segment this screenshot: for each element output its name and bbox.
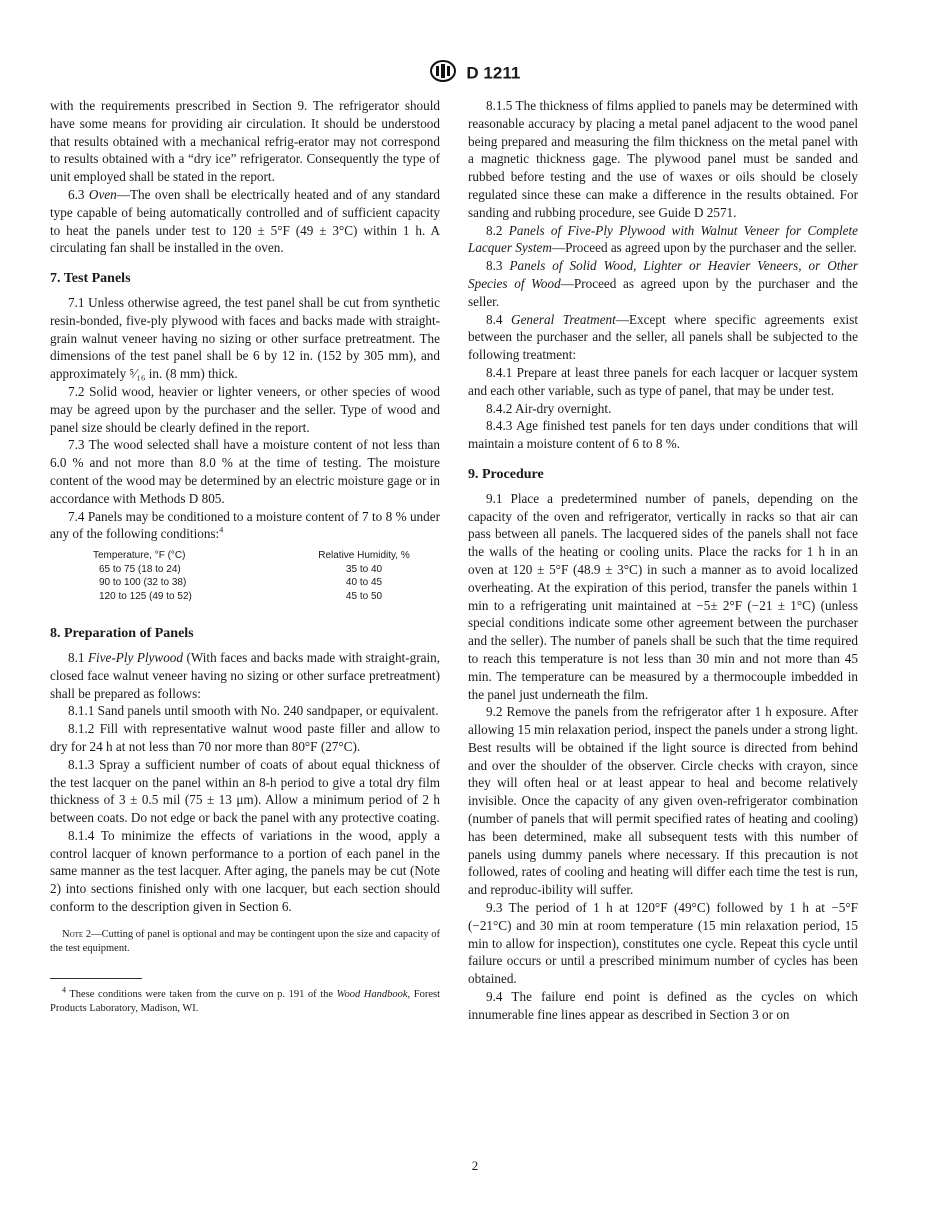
table-cell: 90 to 100 (32 to 38)	[99, 577, 187, 589]
paragraph-7-1: 7.1 Unless otherwise agreed, the test panel shall be cut from synthetic resin-bonded, five-ply plywood with faces and backs made with straight-grain walnut veneer having no sizing or other surface pretreatment. The dimensions of the test panel shall be 6 by 12 in. (152 by 305 mm), and approximately ⁵⁄₁₆ in. (8 mm) thick.	[50, 294, 440, 382]
table-header: Relative Humidity, %	[318, 550, 410, 562]
footnote-ref: 4	[219, 525, 224, 535]
table-cell: 35 to 40	[345, 563, 383, 575]
footnote-4: $^4$ These conditions were taken from the curve on p. 191 of the Wood Handbook, Forest Products Laboratory, Madison, WI.	[50, 985, 441, 1015]
paragraph-9-3: 9.3 The period of 1 h at 120°F (49°C) followed by 1 h at −5°F (−21°C) and 30 min at room temperature (15 min relaxation period, 15 min to allow for inspection), constitutes one cycle. Repeat this cycle until failure occurs or until a prescribed minimum number of cycles has been obtained.	[468, 900, 858, 987]
astm-logo-icon	[430, 60, 456, 87]
table-row	[93, 576, 419, 590]
page-number: 2	[471, 1158, 479, 1173]
section-heading-7: 7. Test Panels	[50, 271, 131, 287]
page-header	[0, 60, 950, 87]
table-header: Temperature, °F (°C)	[93, 550, 186, 562]
table-row	[93, 590, 419, 604]
paragraph-9-1: 9.1 Place a predetermined number of panels, depending on the capacity of the oven and refrigerator, vertically in racks so that air can pass between all panels. The lacquered sides of the panels shall not face the walls of the heating or cooling units. Place the racks for 1 h in an oven at 120 ± 5°F (48.9 ± 3°C) in such a manner as to avoid localized overheating. At the expiration of this period, transfer the panels within 1 min to a refrigerating unit maintained at −5± 2°F (−21 ± 1°C) (unless special conditions indicate some other agreement between the purchaser and the seller). The number of panels shall be such that the time required to reach this temperature is not less than 30 min and not more than 45 min. The temperature can be measured by a thermocouple imbedded in the panel just underneath the film.	[468, 490, 858, 702]
paragraph-8-4-1: 8.4.1 Prepare at least three panels for each lacquer or lacquer system and each other variable, such as type of panel, that may be under test.	[468, 364, 858, 398]
standard-designation: D 1211	[466, 63, 521, 83]
paragraph-8-1-1: 8.1.1 Sand panels until smooth with No. 240 sandpaper, or equivalent.	[68, 703, 439, 719]
paragraph-8-2: 8.2 Panels of Five-Ply Plywood with Walnut Veneer for Complete Lacquer System—Proceed as agreed upon by the purchaser and the seller.	[468, 222, 859, 256]
paragraph-7-2: 7.2 Solid wood, heavier or lighter veneers, or other species of wood may be agreed upon by the purchaser and the seller. Type of wood and panel size should be clearly defined in the report.	[50, 383, 440, 435]
paragraph-8-1-2: 8.1.2 Fill with representative walnut wood paste filler and allow to dry for 24 h at not less than 70 nor more than 80°F (27°C).	[50, 721, 440, 754]
table-cell: 40 to 45	[345, 577, 383, 589]
conditions-table	[93, 549, 419, 603]
left-column	[50, 97, 440, 1017]
table-cell: 65 to 75 (18 to 24)	[99, 563, 181, 575]
paragraph-6-3: 6.3 Oven—The oven shall be electrically heated and of any standard type capable of being automatically controlled and of sufficient capacity to heat the panels under test to 120 ± 5°F (49 ± 3°C) within 1 h. A circulating fan shall be installed in the oven.	[50, 186, 441, 256]
note-2: Note 2—Cutting of panel is optional and may be contingent upon the size and capacity of the test equipment.	[50, 928, 440, 955]
paragraph-8-4: 8.4 General Treatment—Except where specific agreements exist between the purchaser and the seller, all panels shall be subjected to the following treatment:	[468, 311, 858, 363]
paragraph-9-4: 9.4 The failure end point is defined as the cycles on which innumerable fine lines appear as described in Section 3 or on	[468, 989, 858, 1022]
paragraph-8-4-3: 8.4.3 Age finished test panels for ten days under conditions that will maintain a moisture content of 6 to 8 %.	[468, 418, 858, 452]
table-cell: 45 to 50	[345, 590, 383, 602]
paragraph-8-1-5: 8.1.5 The thickness of films applied to panels may be determined with reasonable accuracy by placing a metal panel adjacent to the wood panel being prepared and measuring the film thickness on the metal panel with a magnetic thickness gage. The plywood panel must be sanded and rubbed before testing and the use of waxes or oils should be closely regulated since these can make a difference in the results obtained. For sanding and rubbing procedure, see Guide D 2571.	[468, 98, 858, 220]
paragraph-9-2: 9.2 Remove the panels from the refrigerator after 1 h exposure. After allowing 15 min relaxation period, inspect the panels under a strong light. Best results will be obtained if the light source is directed from behind and over the shoulder of the observer. Circle checks with crayon, since they will often heal or at least appear to heal and become relatively invisible. Once the capacity of any given oven-refrigerator combination (number of panels that will permit specified rates of heating and cooling) has been determined, make all subsequent tests with this number of panels using dummy panels where necessary. If this precaution is not followed, rates of cooling and heating will differ each time the test is run, and reproduc-ibility will suffer.	[468, 704, 858, 898]
paragraph-continuation: with the requirements prescribed in Section 9. The refrigerator should have some means for providing air circulation. It should be understood that results obtained with a mechanical refrig-erator may not correspond to results obtained with a “dry ice” refrigerator. Consequently the type of unit employed shall be stated in the report.	[50, 98, 440, 185]
section-heading-8: 8. Preparation of Panels	[50, 626, 194, 642]
paragraph-8-1: 8.1 Five-Ply Plywood (With faces and backs made with straight-grain, closed face walnut veneer having no sizing or other surface pretreatment) shall be prepared as follows:	[50, 649, 441, 701]
footnote-divider	[50, 978, 142, 979]
paragraph-8-1-3: 8.1.3 Spray a sufficient number of coats of about equal thickness of the test lacquer on the panel within an 8-h period to give a total dry film thickness of 3 ± 0.5 mil (75 ± 13 μm). Allow a minimum period of 2 h between coats. Do not edge or back the panel with any protective coating.	[50, 756, 440, 826]
paragraph-8-1-4: 8.1.4 To minimize the effects of variations in the wood, apply a control lacquer of known performance to a portion of each panel in the same manner as the test lacquer. After aging, the panels may be cut (Note 2) into sections finished only with one lacquer, but each section should conform to the description given in Section 6.	[50, 827, 440, 915]
section-heading-9: 9. Procedure	[468, 466, 544, 482]
paragraph-8-4-2: 8.4.2 Air-dry overnight.	[486, 400, 612, 416]
paragraph-8-3: 8.3 Panels of Solid Wood, Lighter or Heavier Veneers, or Other Species of Wood—Proceed as agreed upon by the purchaser and the seller.	[468, 258, 859, 309]
right-column	[468, 97, 858, 1024]
table-header-row	[93, 549, 419, 563]
paragraph-7-3: 7.3 The wood selected shall have a moisture content of not less than 6.0 % and not more than 8.0 % at the time of testing. The moisture content of the wood may be determined by an electric moisture gage or in accordance with Methods D 805.	[50, 437, 440, 506]
table-row	[93, 563, 419, 577]
paragraph-7-4: 7.4 Panels may be conditioned to a moisture content of 7 to 8 % under any of the following conditions:$^4$	[50, 508, 440, 542]
table-cell: 120 to 125 (49 to 52)	[99, 590, 192, 602]
